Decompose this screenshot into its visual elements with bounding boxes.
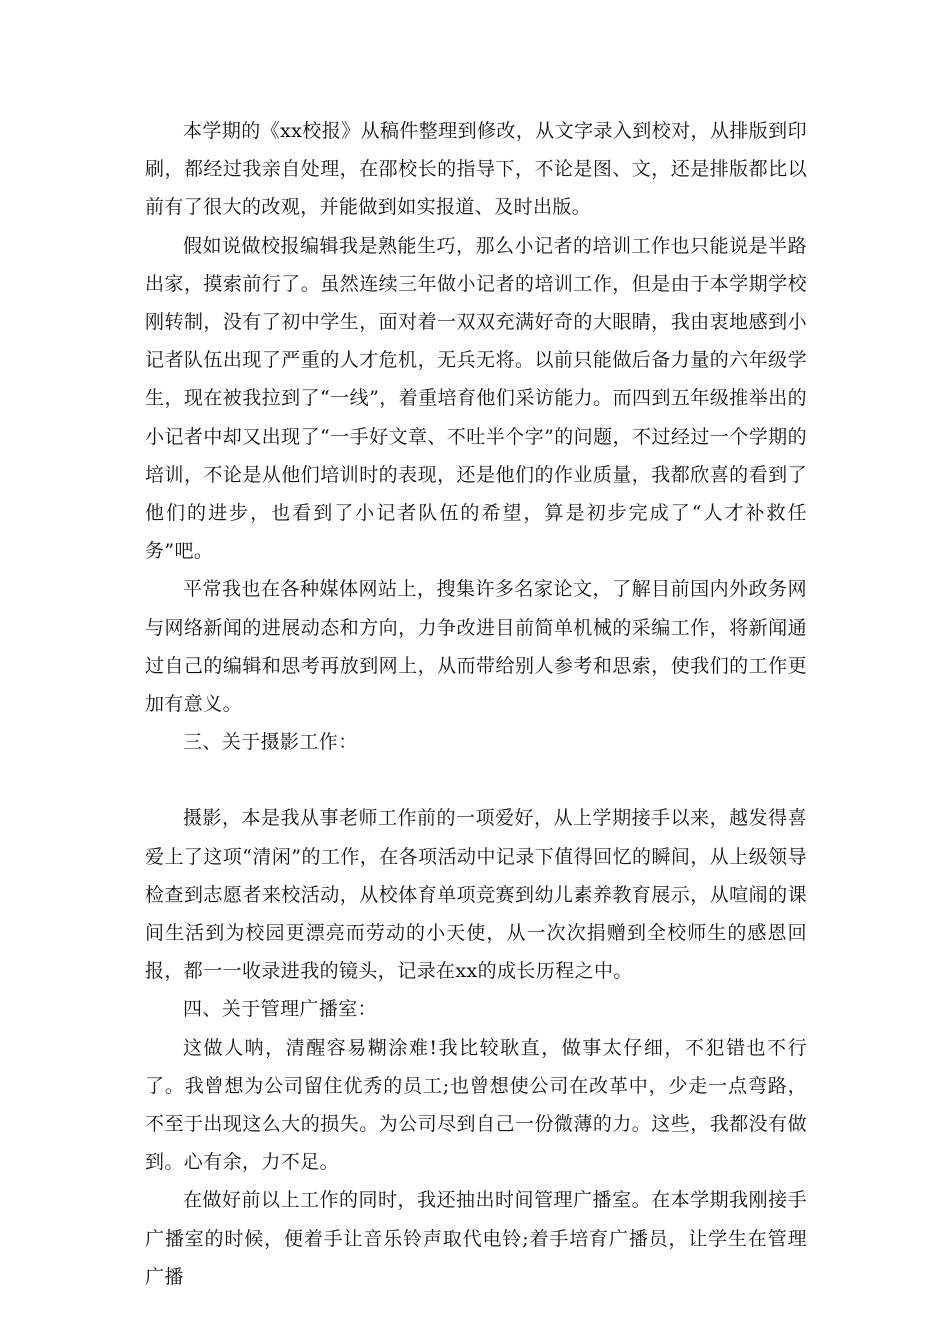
document-body: [145, 112, 807, 1296]
paragraph-broadcast-room: 在做好前以上工作的同时，我还抽出时间管理广播室。在本学期我刚接手广播室的时候，便着手让音乐铃声取代电铃;着手培育广播员，让学生在管理广播: [145, 1189, 807, 1288]
paragraph-school-newspaper: 本学期的《xx校报》从稿件整理到修改，从文字录入到校对，从排版到印刷，都经过我亲自处理，在邵校长的指导下，不论是图、文，还是排版都比以前有了很大的改观，并能做到如实报道、及时出版。: [145, 120, 807, 219]
section-heading-broadcast-room: 四、关于管理广播室：: [183, 998, 378, 1021]
blank-line: [145, 761, 807, 799]
paragraph-photography: 摄影，本是我从事老师工作前的一项爱好，从上学期接手以来，越发得喜爱上了这项“清闲”的工作，在各项活动中记录下值得回忆的瞬间，从上级领导检查到志愿者来校活动，从校体育单项竞赛到幼儿素养教育展示，从喧闹的课间生活到为校园更漂亮而劳动的小天使，从一次次捐赠到全校师生的感恩回报，都一一收录进我的镜头，记录在xx的成长历程之中。: [145, 807, 807, 983]
paragraph-young-reporters: 假如说做校报编辑我是熟能生巧，那么小记者的培训工作也只能说是半路出家，摸索前行了。虽然连续三年做小记者的培训工作，但是由于本学期学校刚转制，没有了初中学生，面对着一双双充满好奇的大眼睛，我由衷地感到小记者队伍出现了严重的人才危机，无兵无将。以前只能做后备力量的六年级学生，现在被我拉到了“一线”，着重培育他们采访能力。而四到五年级推举出的小记者中却又出现了“一手好文章、不吐半个字”的问题，不过经过一个学期的培训，不论是从他们培训时的表现，还是他们的作业质量，我都欣喜的看到了他们的进步，也看到了小记者队伍的希望，算是初步完成了“人才补救任务”吧。: [145, 234, 807, 563]
paragraph-personal-reflection: 这做人呐，清醒容易糊涂难!我比较耿直，做事太仔细，不犯错也不行了。我曾想为公司留住优秀的员工;也曾想使公司在改革中，少走一点弯路，不至于出现这么大的损失。为公司尽到自己一份微薄的力。这些，我都没有做到。心有余，力不足。: [145, 1036, 807, 1174]
section-heading-photography: 三、关于摄影工作：: [183, 731, 358, 754]
paragraph-online-news: 平常我也在各种媒体网站上，搜集许多名家论文，了解目前国内外政务网与网络新闻的进展动态和方向，力争改进目前简单机械的采编工作，将新闻通过自己的编辑和思考再放到网上，从而带给别人参考和思索，使我们的工作更加有意义。: [145, 578, 807, 716]
